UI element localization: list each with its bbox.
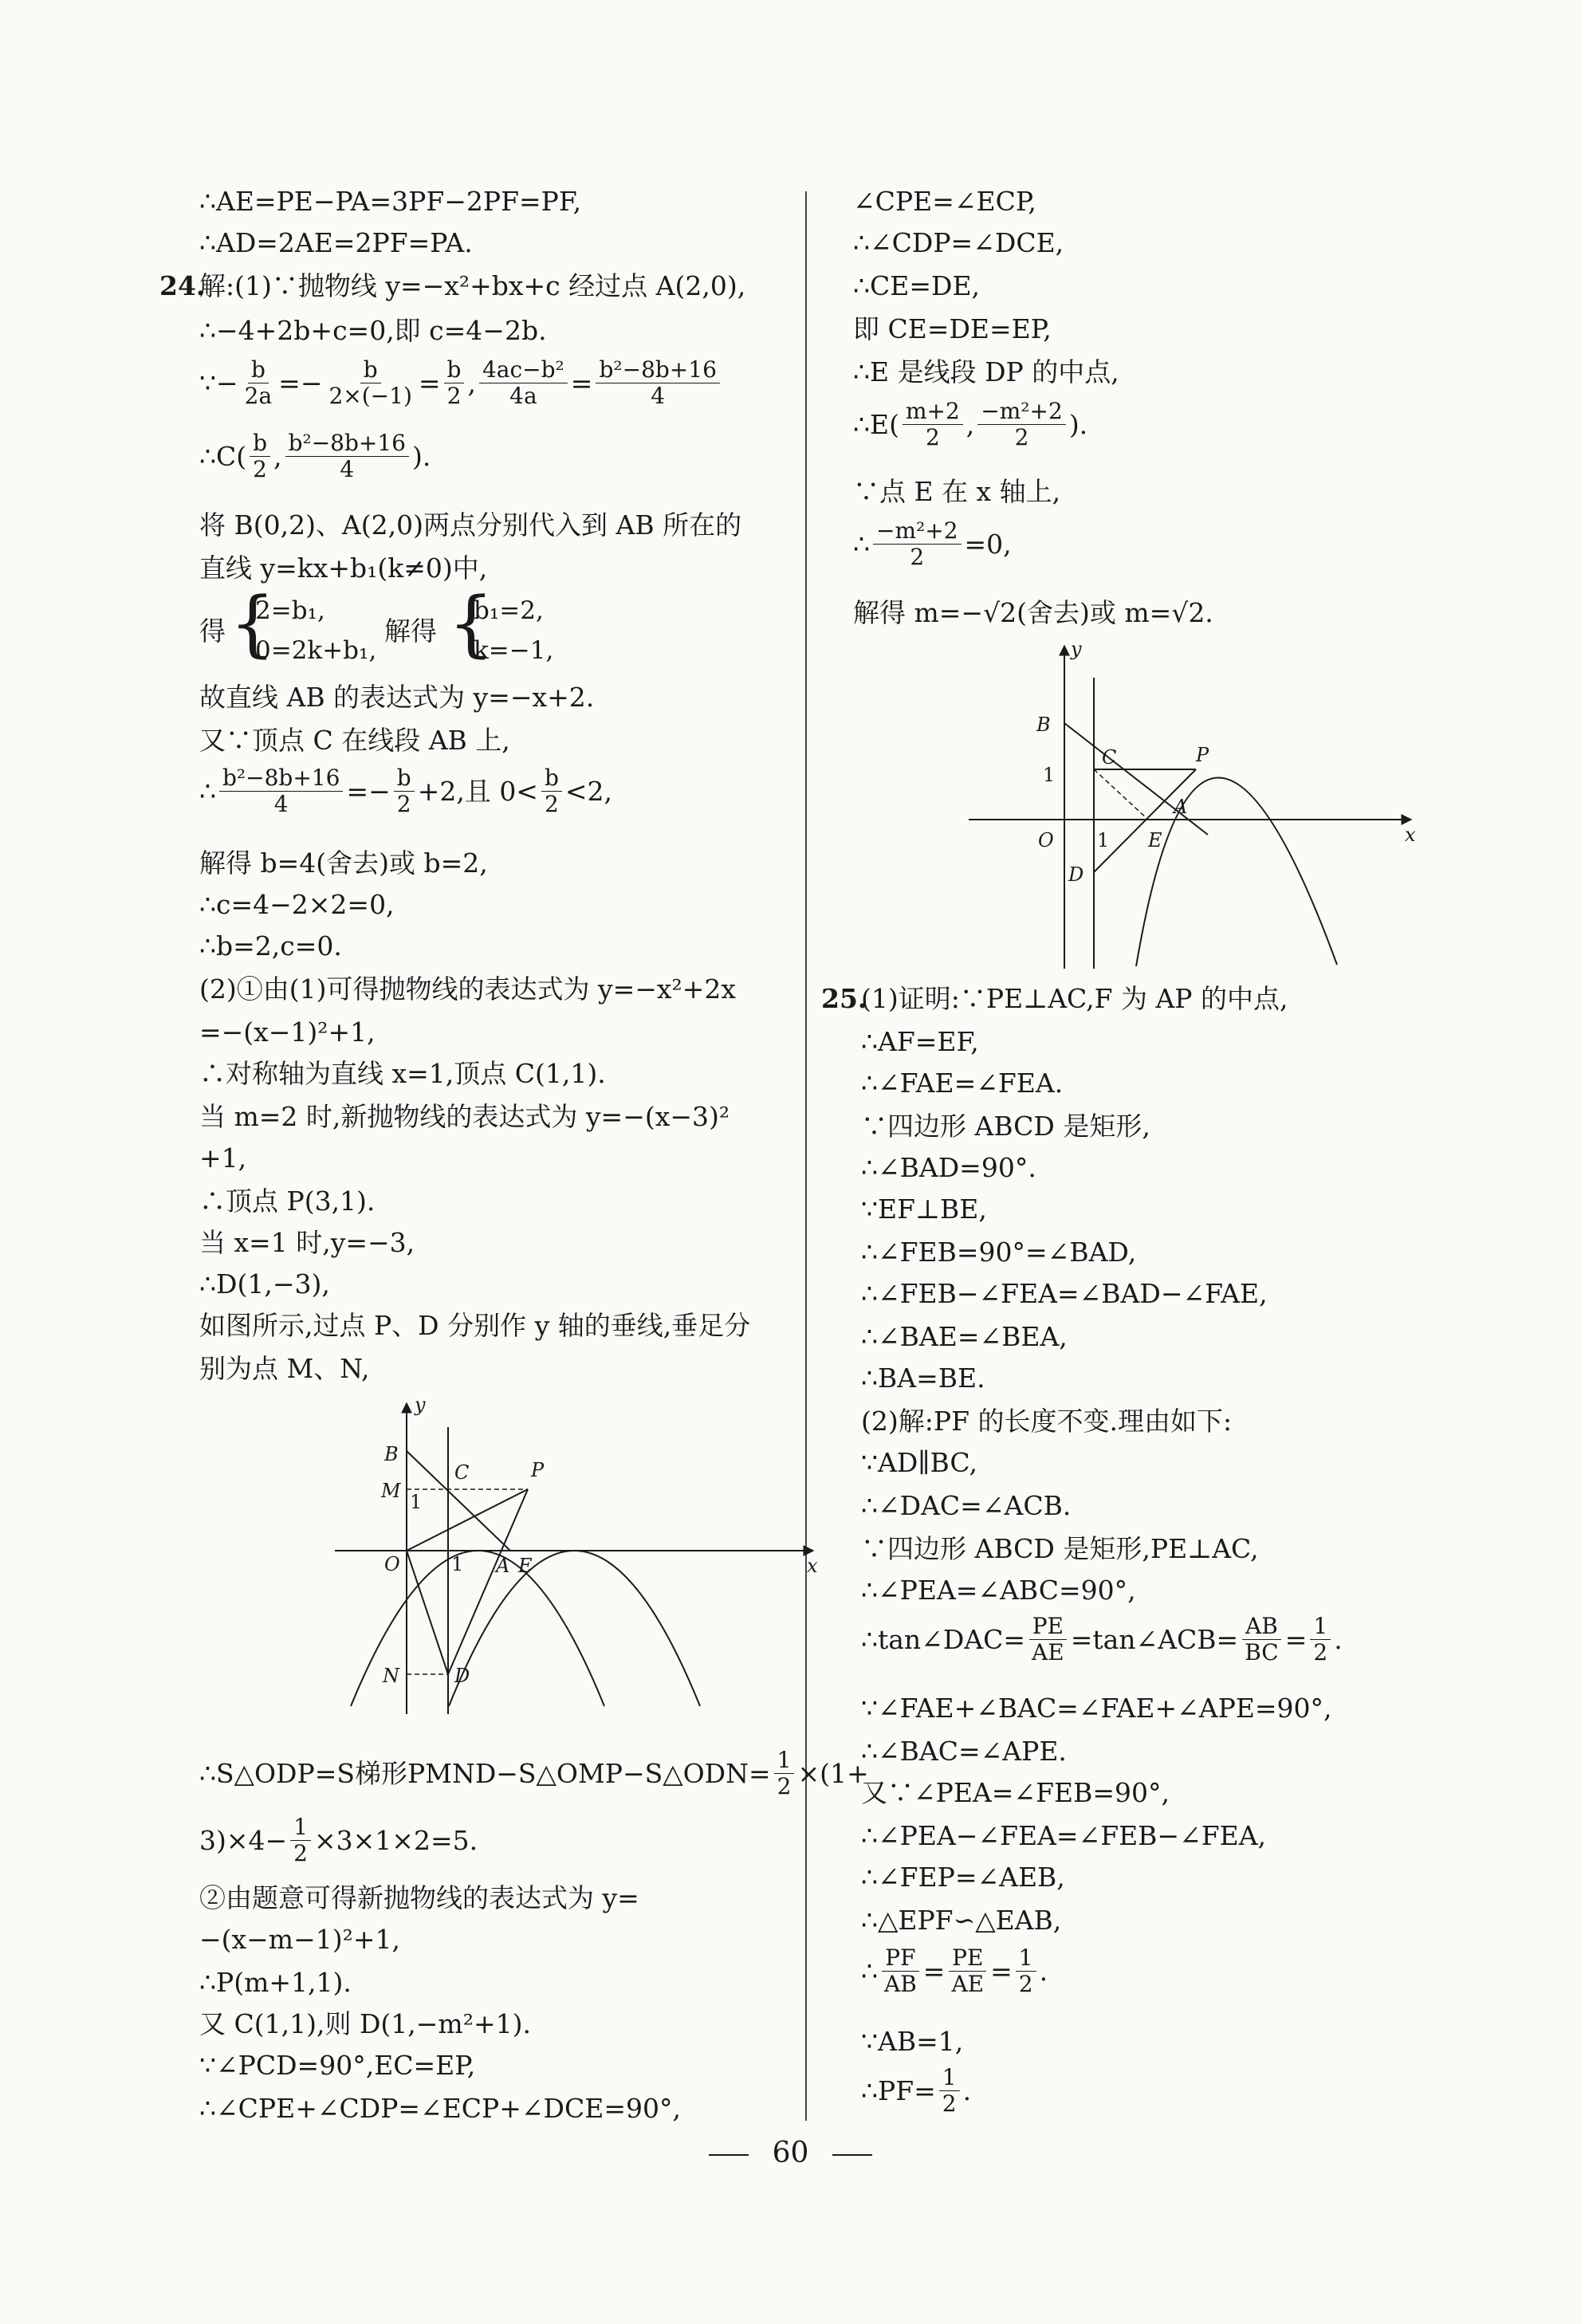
- text-line: 当 m=2 时,新抛物线的表达式为 y=−(x−3)²: [199, 1101, 730, 1132]
- point-label-m: M: [381, 1480, 401, 1502]
- point-label-d: D: [454, 1665, 470, 1687]
- text-line: ∴∠CPE+∠CDP=∠ECP+∠DCE=90°,: [199, 2093, 681, 2124]
- text-line: ∴∠CDP=∠DCE,: [853, 227, 1064, 258]
- text-line: ∵AD∥BC,: [861, 1447, 977, 1478]
- text-run: ,: [966, 409, 975, 441]
- fraction: [939, 2065, 960, 2117]
- text-line: ∴D(1,−3),: [199, 1268, 330, 1300]
- column-divider: [805, 191, 807, 2121]
- text-line: ∴b=2,c=0.: [199, 930, 342, 961]
- fraction: [479, 357, 568, 409]
- point-label-e: E: [1148, 829, 1162, 851]
- text-line: ∴c=4−2×2=0,: [199, 889, 395, 920]
- text-run: 3)×4−: [199, 1825, 288, 1857]
- denominator: 2: [925, 424, 940, 451]
- denominator: 2a: [244, 383, 273, 410]
- numerator: b: [248, 357, 269, 383]
- numerator: 1: [1310, 1614, 1331, 1640]
- brace-symbol: {: [230, 582, 276, 666]
- numerator: m+2: [903, 399, 963, 425]
- fraction: [1310, 1614, 1331, 1665]
- text-line: ∴∠BAC=∠APE.: [861, 1736, 1067, 1767]
- text-line: ∴∠FEB=90°=∠BAD,: [861, 1237, 1137, 1268]
- text-line: 又∵∠PEA=∠FEB=90°,: [861, 1777, 1170, 1808]
- dash-decoration: [832, 2154, 872, 2156]
- text-run: =−: [278, 368, 323, 399]
- fraction: [242, 357, 276, 409]
- numerator: 1: [939, 2065, 960, 2091]
- equation-system: [255, 592, 376, 670]
- text-run: =−: [346, 776, 391, 808]
- text-run: ∴tan∠DAC=: [861, 1624, 1026, 1656]
- text-line: ∵∠PCD=90°,EC=EP,: [199, 2050, 476, 2081]
- fraction: [903, 399, 963, 450]
- text-run: <2,: [564, 776, 613, 808]
- text-run: ).: [412, 441, 431, 473]
- text-line: ∴顶点 P(3,1).: [199, 1186, 376, 1217]
- text-line: ∴∠PEA−∠FEA=∠FEB−∠FEA,: [861, 1820, 1267, 1851]
- point-label-n: N: [383, 1665, 399, 1687]
- denominator: 2: [293, 1840, 308, 1867]
- text-run: .: [1334, 1624, 1343, 1656]
- text-line: ∴∠PEA=∠ABC=90°,: [861, 1575, 1136, 1606]
- point-label-c: C: [1102, 746, 1117, 769]
- text-run: ∴: [861, 1956, 878, 1988]
- numerator: 4ac−b²: [479, 357, 568, 383]
- page-number-footer: [0, 2137, 1581, 2169]
- text-run: =tan∠ACB=: [1070, 1624, 1239, 1656]
- equation-system: [474, 592, 553, 670]
- text-run: ∵−: [199, 368, 238, 399]
- line-op: [407, 1489, 528, 1551]
- text-run: ,: [273, 441, 282, 473]
- fraction: [596, 357, 719, 409]
- formula-line: [199, 431, 431, 482]
- point-label-o: O: [384, 1553, 400, 1575]
- text-line: ∴∠FEB−∠FEA=∠BAD−∠FAE,: [861, 1278, 1268, 1309]
- numerator: b: [394, 765, 415, 792]
- text-run: =: [990, 1956, 1013, 1988]
- point-label-b: B: [384, 1443, 399, 1465]
- numerator: PE: [1029, 1614, 1067, 1640]
- text-line: ∴P(m+1,1).: [199, 1967, 352, 1998]
- text-run: ×3×1×2=5.: [314, 1825, 478, 1857]
- denominator: 2: [910, 544, 925, 571]
- fraction: [394, 765, 415, 817]
- formula-line: [199, 357, 723, 409]
- denominator: 4: [273, 791, 289, 818]
- new-parabola: [1136, 777, 1337, 966]
- text-run: =: [570, 368, 593, 399]
- denominator: 4: [340, 456, 355, 483]
- numerator: AB: [1242, 1614, 1281, 1640]
- text-run: =: [1284, 1624, 1308, 1656]
- text-run: ∴E(: [853, 409, 899, 441]
- text-run: =: [418, 368, 441, 399]
- text-run: 得: [199, 615, 226, 647]
- text-line: ∵∠FAE+∠BAC=∠FAE+∠APE=90°,: [861, 1693, 1332, 1724]
- text-line: 故直线 AB 的表达式为 y=−x+2.: [199, 682, 595, 713]
- tick-label-x-1: 1: [451, 1553, 464, 1575]
- line-dp: [448, 1489, 528, 1674]
- text-line: 解:(1)∵抛物线 y=−x²+bx+c 经过点 A(2,0),: [199, 270, 746, 301]
- equation: b₁=2,: [474, 596, 544, 625]
- text-line: (2)①由(1)可得抛物线的表达式为 y=−x²+2x: [199, 973, 737, 1005]
- text-run: =0,: [964, 529, 1012, 560]
- numerator: −m²+2: [977, 399, 1066, 425]
- text-line: ∵四边形 ABCD 是矩形,PE⊥AC,: [861, 1533, 1259, 1564]
- dash-decoration: [709, 2154, 749, 2156]
- text-line: ∴BA=BE.: [861, 1363, 985, 1394]
- formula-line: [861, 1945, 1048, 1997]
- fraction: [250, 431, 270, 482]
- numerator: PE: [949, 1945, 986, 1972]
- denominator: 2: [1018, 1971, 1033, 1998]
- fraction: [285, 431, 409, 482]
- fraction: [219, 765, 343, 817]
- point-label-d: D: [1068, 863, 1084, 886]
- text-line: ∴∠FEP=∠AEB,: [861, 1862, 1065, 1893]
- text-line: 当 x=1 时,y=−3,: [199, 1227, 415, 1258]
- point-label-c: C: [454, 1461, 470, 1484]
- text-run: ,: [467, 368, 476, 399]
- point-label-e: E: [518, 1555, 533, 1577]
- fraction: [881, 1945, 920, 1997]
- equation: 2=b₁,: [255, 596, 325, 625]
- fraction: [873, 518, 962, 570]
- text-line: ∴∠BAD=90°.: [861, 1152, 1036, 1183]
- text-line: (1)证明:∵PE⊥AC,F 为 AP 的中点,: [861, 983, 1288, 1014]
- point-label-p: P: [531, 1459, 545, 1481]
- denominator: AB: [884, 1971, 917, 1998]
- numerator: b: [444, 357, 465, 383]
- text-line: ∴∠BAE=∠BEA,: [861, 1321, 1068, 1352]
- fraction: [1028, 1614, 1068, 1665]
- denominator: 2: [253, 456, 267, 483]
- denominator: 2×(−1): [328, 383, 412, 410]
- fraction: [444, 357, 465, 409]
- text-run: 解得: [384, 615, 437, 647]
- point-label-o: O: [1038, 829, 1054, 851]
- text-line: 将 B(0,2)、A(2,0)两点分别代入到 AB 所在的: [199, 509, 742, 541]
- axis-label-x: x: [807, 1555, 818, 1577]
- text-line: 又 C(1,1),则 D(1,−m²+1).: [199, 2008, 531, 2039]
- equation: 0=2k+b₁,: [255, 635, 377, 665]
- denominator: 2: [396, 791, 411, 818]
- text-run: ∴PF=: [861, 2075, 936, 2107]
- axis-label-y: y: [1071, 638, 1082, 660]
- text-line: ∴AF=EF,: [861, 1026, 979, 1057]
- numerator: 1: [774, 1748, 795, 1774]
- text-run: =: [922, 1956, 946, 1988]
- text-line: ∴∠FAE=∠FEA.: [861, 1068, 1064, 1099]
- text-run: ∴: [853, 529, 870, 560]
- denominator: 2: [1014, 424, 1029, 451]
- denominator: BC: [1245, 1639, 1279, 1666]
- numerator: b: [541, 765, 562, 792]
- fraction: [290, 1815, 311, 1866]
- denominator: 2: [545, 791, 559, 818]
- text-line: ∴CE=DE,: [853, 270, 981, 301]
- denominator: 2: [1313, 1639, 1328, 1666]
- equation: k=−1,: [474, 635, 554, 665]
- text-run: ∴: [199, 776, 216, 808]
- denominator: 2: [777, 1773, 792, 1800]
- text-line: 解得 m=−√2(舍去)或 m=√2.: [853, 597, 1213, 628]
- tick-label-x-1: 1: [1097, 829, 1110, 851]
- text-line: 即 CE=DE=EP,: [853, 313, 1052, 344]
- denominator: 2: [942, 2090, 957, 2118]
- fraction: [1016, 1945, 1036, 1997]
- question-number: 25.: [821, 983, 867, 1014]
- denominator: AE: [1032, 1639, 1064, 1666]
- denominator: AE: [951, 1971, 985, 1998]
- formula-line: [199, 1815, 478, 1866]
- text-line: +1,: [199, 1142, 247, 1174]
- fraction: [774, 1748, 795, 1799]
- text-line: ∴AE=PE−PA=3PF−2PF=PF,: [199, 186, 582, 217]
- denominator: 2: [446, 383, 462, 410]
- text-run: ).: [1068, 409, 1088, 441]
- text-line: ∴∠DAC=∠ACB.: [861, 1490, 1072, 1521]
- text-run: ∴S△ODP=S梯形PMND−S△OMP−S△ODN=: [199, 1758, 771, 1790]
- text-line: ∵点 E 在 x 轴上,: [853, 476, 1061, 507]
- numerator: −m²+2: [873, 518, 962, 545]
- text-line: 如图所示,过点 P、D 分别作 y 轴的垂线,垂足分: [199, 1310, 751, 1341]
- formula-line: [199, 765, 612, 817]
- text-line: (2)解:PF 的长度不变.理由如下:: [861, 1406, 1233, 1437]
- point-label-p: P: [1196, 744, 1209, 766]
- fraction: [541, 765, 562, 817]
- formula-line: [199, 1748, 869, 1799]
- point-label-a: A: [496, 1555, 510, 1577]
- text-line: ∵四边形 ABCD 是矩形,: [861, 1111, 1150, 1142]
- denominator: 4a: [509, 383, 537, 410]
- line-ce: [1094, 769, 1148, 820]
- text-line: 别为点 M、N,: [199, 1353, 370, 1384]
- text-line: 又∵顶点 C 在线段 AB 上,: [199, 725, 510, 756]
- formula-line: [861, 2065, 971, 2117]
- tick-label-y-1: 1: [1043, 764, 1056, 786]
- formula-line: [853, 518, 1012, 570]
- text-run: .: [1039, 1956, 1048, 1988]
- text-line: ∴E 是线段 DP 的中点,: [853, 356, 1119, 387]
- text-line: 解得 b=4(舍去)或 b=2,: [199, 847, 488, 879]
- text-run: ∴C(: [199, 441, 247, 473]
- formula-line: [853, 399, 1087, 450]
- page-number: 60: [772, 2137, 809, 2169]
- text-line: ∴−4+2b+c=0,即 c=4−2b.: [199, 315, 547, 346]
- axis-label-x: x: [1405, 824, 1416, 846]
- numerator: b: [360, 357, 381, 383]
- text-line: ∵AB=1,: [861, 2026, 964, 2057]
- text-line: −(x−m−1)²+1,: [199, 1924, 400, 1955]
- fraction: [325, 357, 415, 409]
- parabola-figure-1: [319, 1395, 829, 1714]
- fraction: [977, 399, 1066, 450]
- fraction: [948, 1945, 987, 1997]
- brace-symbol: {: [448, 582, 494, 666]
- numerator: b²−8b+16: [219, 765, 343, 792]
- numerator: b: [250, 431, 270, 457]
- question-number: 24.: [159, 270, 206, 301]
- text-run: .: [962, 2075, 972, 2107]
- numerator: b²−8b+16: [285, 431, 409, 457]
- text-line: ②由题意可得新抛物线的表达式为 y=: [199, 1882, 639, 1913]
- text-line: =−(x−1)²+1,: [199, 1017, 376, 1048]
- text-line: ∴AD=2AE=2PF=PA.: [199, 227, 473, 258]
- text-line: ∠CPE=∠ECP,: [853, 186, 1036, 217]
- formula-line: [861, 1614, 1343, 1665]
- parabola-figure-2: [957, 638, 1419, 973]
- numerator: b²−8b+16: [596, 357, 719, 383]
- fraction: [1241, 1614, 1282, 1665]
- text-line: ∵EF⊥BE,: [861, 1193, 987, 1225]
- denominator: 4: [651, 383, 666, 410]
- new-parabola: [449, 1551, 700, 1706]
- axis-label-y: y: [415, 1395, 426, 1416]
- point-label-b: B: [1036, 714, 1051, 736]
- line-od: [407, 1551, 448, 1674]
- numerator: 1: [290, 1815, 311, 1841]
- text-line: ∴△EPF∽△EAB,: [861, 1905, 1062, 1936]
- text-run: +2,且 0<: [417, 776, 538, 808]
- text-line: ∴对称轴为直线 x=1,顶点 C(1,1).: [199, 1058, 606, 1089]
- text-line: 直线 y=kx+b₁(k≠0)中,: [199, 552, 488, 584]
- point-label-a: A: [1174, 796, 1188, 818]
- text-run: ×(1+: [797, 1758, 869, 1790]
- numerator: 1: [1016, 1945, 1036, 1972]
- tick-label-y-1: 1: [410, 1491, 423, 1513]
- numerator: PF: [882, 1945, 918, 1972]
